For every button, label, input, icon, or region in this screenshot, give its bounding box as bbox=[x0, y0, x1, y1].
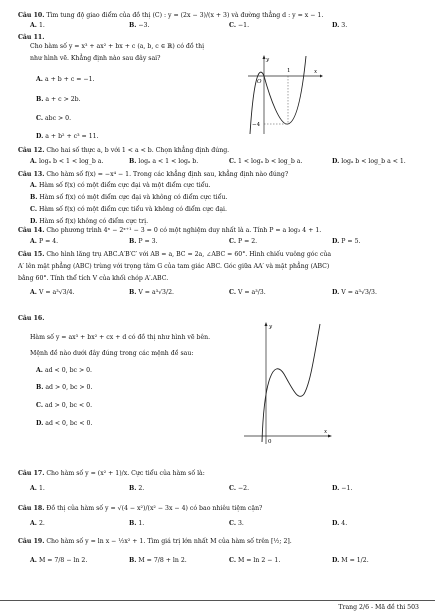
choice-c[interactable]: C. M = ln 2 − 1. bbox=[229, 557, 281, 564]
question-15-line1: Câu 15. Cho hình lăng trụ ABC.A′B′C′ với AB = a, BC = 2a, ∠ABC = 60°. Hình chiếu vuông góc của bbox=[18, 251, 332, 258]
choice-b[interactable]: B. Hàm số f(x) có một điểm cực đại và không có điểm cực tiểu. bbox=[30, 194, 228, 201]
choice-d[interactable]: D. ad < 0, bc < 0. bbox=[36, 420, 93, 427]
choice-d[interactable]: D. P = 5. bbox=[332, 238, 361, 245]
choice-d[interactable]: D. 3. bbox=[332, 22, 348, 29]
x-label: x bbox=[324, 429, 328, 435]
curve bbox=[262, 324, 320, 442]
choice-b[interactable]: B. P = 3. bbox=[129, 238, 158, 245]
question-13-text: Câu 13. Cho hàm số f(x) = −x⁴ − 1. Trong các khẳng định sau, khẳng định nào đúng? bbox=[18, 171, 289, 178]
choice-d[interactable]: D. a + b² + c³ = 11. bbox=[36, 133, 99, 140]
choice-b[interactable]: B. M = 7/8 + ln 2. bbox=[129, 557, 187, 564]
origin-label: 0 bbox=[268, 439, 272, 445]
x-label: x bbox=[314, 69, 318, 75]
cubic-graph-q16 bbox=[240, 318, 335, 448]
question-16-line2: Mệnh đề nào dưới đây đúng trong các mệnh đề sau: bbox=[30, 350, 194, 357]
question-12-text: Câu 12. Cho hai số thực a, b với 1 < a < b. Chọn khẳng định đúng. bbox=[18, 147, 230, 154]
question-18-text: Câu 18. Đồ thị của hàm số y = √(4 − x²)/(x² − 3x − 4) có bao nhiêu tiệm cận? bbox=[18, 505, 263, 512]
choice-a[interactable]: A. a + b + c = −1. bbox=[36, 76, 95, 83]
question-14-text: Câu 14. Cho phương trình 4ˣ − 2ˣ⁺¹ − 3 = 0 có một nghiệm duy nhất là a. Tính P = a log₃ 4 + 1. bbox=[18, 227, 322, 234]
question-16-line1: Hàm số y = ax³ + bx² + cx + d có đồ thị như hình vẽ bên. bbox=[30, 334, 211, 341]
y-label: y bbox=[269, 324, 273, 330]
choice-a[interactable]: A. 1. bbox=[30, 22, 45, 29]
choice-c[interactable]: C. −2. bbox=[229, 485, 250, 492]
choice-d[interactable]: D. logₐ b < log_b a < 1. bbox=[332, 158, 406, 165]
choice-c[interactable]: C. ad > 0, bc < 0. bbox=[36, 402, 93, 409]
question-11-number: Câu 11. bbox=[18, 34, 45, 41]
choice-a[interactable]: A. Hàm số f(x) có một điểm cực đại và một điểm cực tiểu. bbox=[30, 182, 211, 189]
question-15-line3: bằng 60°. Tính thể tích V của khối chóp A′.ABC. bbox=[18, 275, 169, 282]
choice-a[interactable]: A. 2. bbox=[30, 520, 45, 527]
choice-a[interactable]: A. M = 7/8 − ln 2. bbox=[30, 557, 88, 564]
choice-c[interactable]: C. Hàm số f(x) có một điểm cực tiểu và không có điểm cực đại. bbox=[30, 206, 228, 213]
choice-a[interactable]: A. ad < 0, bc > 0. bbox=[36, 367, 93, 374]
choice-c[interactable]: C. P = 2. bbox=[229, 238, 258, 245]
y-axis-arrow bbox=[265, 322, 268, 326]
question-17-text: Câu 17. Cho hàm số y = (x² + 1)/x. Cực tiểu của hàm số là: bbox=[18, 470, 205, 477]
choice-a[interactable]: A. V = a³√3/4. bbox=[30, 289, 75, 296]
choice-a[interactable]: A. 1. bbox=[30, 485, 45, 492]
tick-minus4-label: −4 bbox=[252, 122, 261, 128]
choice-b[interactable]: B. V = a³√3/2. bbox=[129, 289, 174, 296]
choice-c[interactable]: C. V = a³/3. bbox=[229, 289, 266, 296]
choice-a[interactable]: A. P = 4. bbox=[30, 238, 59, 245]
choice-b[interactable]: B. −3. bbox=[129, 22, 150, 29]
choice-a[interactable]: A. logₐ b < 1 < log_b a. bbox=[30, 158, 104, 165]
choice-b[interactable]: B. ad > 0, bc > 0. bbox=[36, 384, 93, 391]
page-footer bbox=[0, 600, 435, 615]
question-11-line2: như hình vẽ. Khẳng định nào sau đây sai? bbox=[30, 55, 161, 62]
cubic-graph-q11 bbox=[244, 52, 324, 138]
choice-c[interactable]: C. −1. bbox=[229, 22, 250, 29]
question-19-text: Câu 19. Cho hàm số y = ln x − ½x² + 1. Tìm giá trị lớn nhất M của hàm số trên [½; 2]. bbox=[18, 538, 292, 545]
choice-b[interactable]: B. logₐ a < 1 < logₐ b. bbox=[129, 158, 199, 165]
question-11-line1: Cho hàm số y = x³ + ax² + bx + c (a, b, c ∈ ℝ) có đồ thị bbox=[30, 43, 205, 50]
tick-1-label: 1 bbox=[287, 68, 291, 74]
question-16-number: Câu 16. bbox=[18, 315, 45, 322]
choice-d[interactable]: D. V = a³√3/3. bbox=[332, 289, 377, 296]
choice-b[interactable]: B. 2. bbox=[129, 485, 145, 492]
choice-d[interactable]: D. −1. bbox=[332, 485, 353, 492]
choice-b[interactable]: B. a + c > 2b. bbox=[36, 96, 81, 103]
footer-page-code: Trang 2/6 - Mã đề thi 503 bbox=[338, 604, 419, 611]
y-label: y bbox=[266, 57, 270, 63]
x-axis-arrow bbox=[328, 435, 332, 438]
choice-d[interactable]: D. Hàm số f(x) không có điểm cực trị. bbox=[30, 218, 149, 225]
question-15-line2: A′ lên mặt phẳng (ABC) trùng với trọng tâm G của tam giác ABC. Góc giữa AA′ và mặt phẳng (ABC) bbox=[18, 263, 330, 270]
choice-d[interactable]: D. 4. bbox=[332, 520, 348, 527]
choice-c[interactable]: C. 1 < logₐ b < log_b a. bbox=[229, 158, 303, 165]
choice-d[interactable]: D. M = 1/2. bbox=[332, 557, 369, 564]
origin-label: O bbox=[257, 79, 262, 85]
choice-b[interactable]: B. 1. bbox=[129, 520, 145, 527]
choice-c[interactable]: C. 3. bbox=[229, 520, 244, 527]
choice-c[interactable]: C. abc > 0. bbox=[36, 115, 72, 122]
question-10-text: Câu 10. Tìm tung độ giao điểm của đồ thị (C) : y = (2x − 3)/(x + 3) và đường thẳng d : y = x − 1. bbox=[18, 12, 324, 19]
x-axis-arrow bbox=[320, 75, 323, 78]
